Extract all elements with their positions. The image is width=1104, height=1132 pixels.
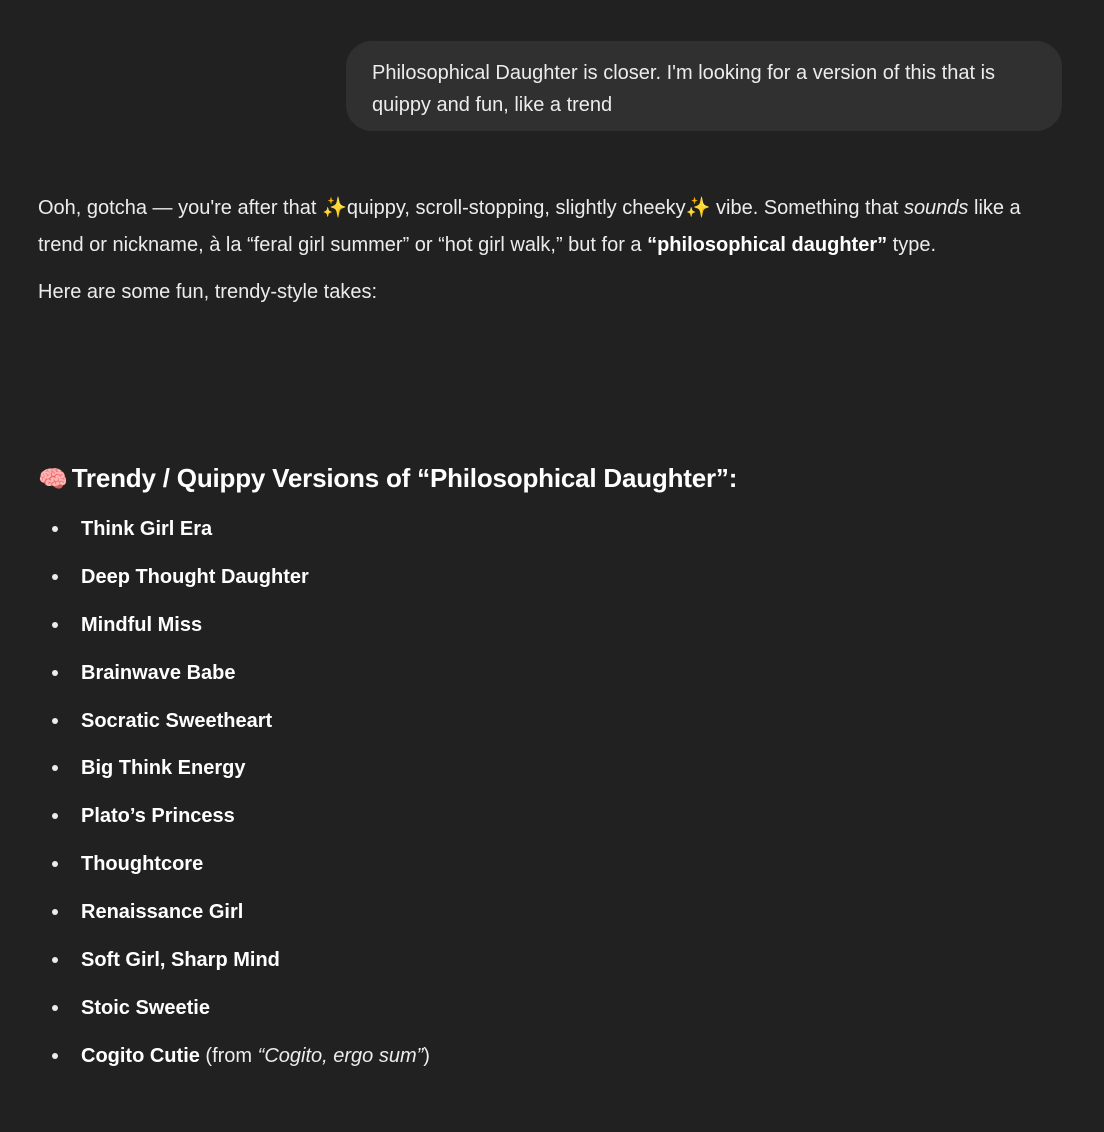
list-item-name: Big Think Energy [81,757,246,780]
list-item-name: Stoic Sweetie [81,996,210,1019]
user-message-text: Philosophical Daughter is closer. I'm looking for a version of this that is quippy and fun, like a trend [372,62,996,116]
bullet-icon [52,526,58,532]
intro-text-3: vibe. Something that [710,197,904,219]
list-item [38,558,430,606]
intro-text-1: Ooh, gotcha — you're after that [38,197,322,219]
section-heading-text: Trendy / Quippy Versions of “Philosophical Daughter”: [71,463,738,493]
list-item [38,989,430,1037]
intro-italic: sounds [903,197,969,219]
list-item [38,749,430,797]
list-item-note-suffix: ) [423,1044,430,1067]
assistant-lead-in: Here are some fun, trendy-style takes: [38,281,378,303]
bullet-icon [52,765,58,771]
list-item [38,606,430,654]
bullet-icon [52,670,58,676]
list-item [38,702,430,750]
intro-bold: “philosophical daughter” [647,234,888,256]
sparkles-icon: ✨ [321,197,347,219]
bullet-icon [52,622,58,628]
section-heading [38,459,737,499]
list-item-note-quote: “Cogito, ergo sum” [257,1044,424,1067]
intro-text-2: quippy, scroll-stopping, slightly cheeky [346,197,686,219]
list-item [38,941,430,989]
list-item-name: Cogito Cutie [81,1044,200,1067]
list-item-name: Plato’s Princess [81,805,235,828]
list-item-note-prefix: (from [199,1044,258,1067]
list-item-name: Renaissance Girl [81,901,244,924]
list-item [38,893,430,941]
list-item [38,510,430,558]
brain-icon: 🧠 [38,466,68,493]
list-item [38,797,430,845]
list-item-name: Deep Thought Daughter [81,565,309,588]
name-suggestions-list [38,510,430,1085]
assistant-message [38,190,1068,311]
bullet-icon [52,957,58,963]
list-item-name: Soft Girl, Sharp Mind [81,949,280,972]
list-item-name: Brainwave Babe [81,661,236,684]
list-item-name: Thoughtcore [81,853,204,876]
bullet-icon [52,1053,58,1059]
list-item-name: Mindful Miss [81,613,203,636]
bullet-icon [52,718,58,724]
list-item [38,1037,430,1085]
list-item-name: Think Girl Era [81,518,213,540]
list-item-name: Socratic Sweetheart [81,709,273,732]
user-message-bubble [346,41,1062,131]
list-item [38,845,430,893]
intro-text-5: type. [887,234,937,256]
list-item [38,654,430,702]
bullet-icon [52,861,58,867]
assistant-intro-paragraph [38,190,1068,264]
bullet-icon [52,1005,58,1011]
intro-text-4: like a trend or nickname, à la “feral girl summer” or “hot girl walk,” but for a [38,197,1021,256]
bullet-icon [52,909,58,915]
bullet-icon [52,574,58,580]
bullet-icon [52,813,58,819]
sparkles-icon: ✨ [685,197,711,219]
